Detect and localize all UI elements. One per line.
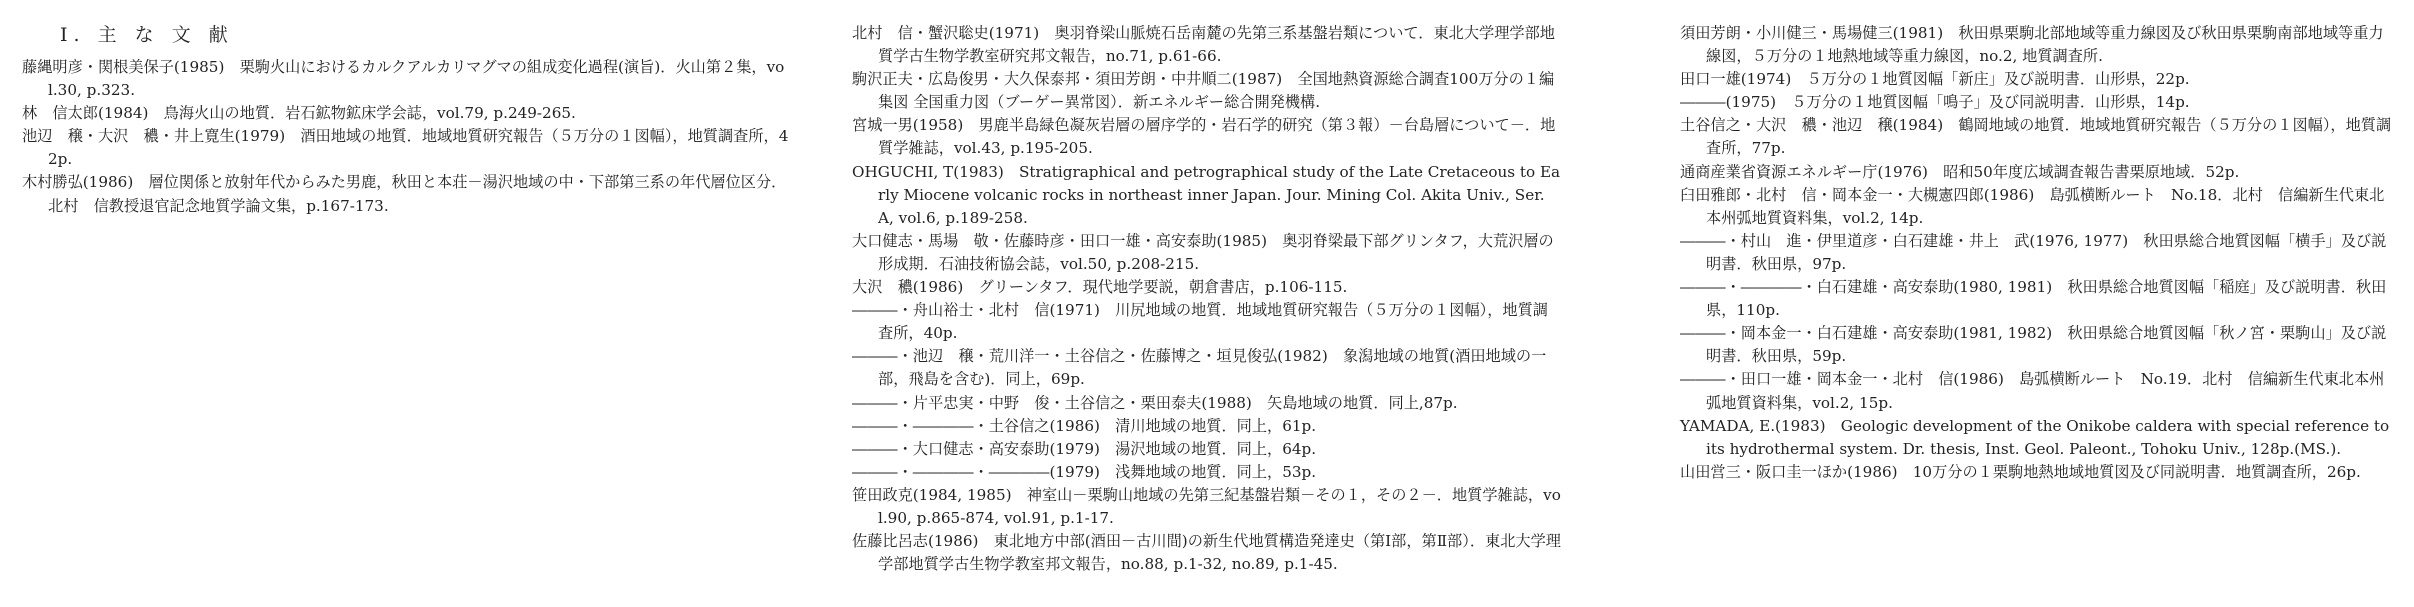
reference-entry: 藤縄明彦・関根美保子(1985) 栗駒火山におけるカルクアルカリマグマの組成変化過程(演旨)．火山第２集，vol.30, p.323. (22, 58, 785, 100)
reference-entry: ―――・村山 進・伊里道彦・白石建雄・井上 武(1976, 1977) 秋田県総合地質図幅「横手」及び説明書．秋田県，97p. (1680, 231, 2387, 273)
reference-entry: 大口健志・馬場 敬・佐藤時彦・田口一雄・高安泰助(1985) 奥羽脊梁最下部グリンタフ，大荒沢層の形成期．石油技術協会誌，vol.50, p.208-215. (852, 231, 1554, 273)
reference-entry: 木村勝弘(1986) 層位関係と放射年代からみた男鹿，秋田と本荘－湯沢地域の中・下部第三系の年代層位区分．北村 信教授退官記念地質学論文集，p.167-173. (22, 173, 787, 215)
reference-entry: 大沢 穠(1986) グリーンタフ．現代地学要説，朝倉書店，p.106-115. (852, 278, 1348, 297)
reference-entry: 北村 信・蟹沢聡史(1971) 奥羽脊梁山脈焼石岳南麓の先第三系基盤岩類について．東北大学理学部地質学古生物学教室研究邦文報告，no.71, p.61-66. (852, 24, 1555, 66)
reference-entry: 須田芳朗・小川健三・馬場健三(1981) 秋田県栗駒北部地域等重力線図及び秋田県栗駒南部地域等重力線図，５万分の１地熱地域等重力線図，no.2, 地質調査所. (1680, 24, 2384, 66)
reference-entry: 池辺 穣・大沢 穠・井上寛生(1979) 酒田地域の地質．地域地質研究報告（５万分の１図幅），地質調査所，42p. (22, 127, 789, 169)
reference-entry: 山田営三・阪口圭一ほか(1986) 10万分の１栗駒地熱地域地質図及び同説明書．地質調査所，26p. (1680, 462, 2361, 481)
reference-entry: ―――・岡本金一・白石建雄・高安泰助(1981, 1982) 秋田県総合地質図幅「秋ノ宮・栗駒山」及び説明書．秋田県，59p. (1680, 324, 2387, 366)
reference-column-1 (22, 22, 792, 218)
reference-entry: 佐藤比呂志(1986) 東北地方中部(酒田－古川間)の新生代地質構造発達史（第Ⅰ部，第Ⅱ部）．東北大学理学部地質学古生物学教室邦文報告，no.88, p.1-32, no.89, p.1-45. (852, 532, 1561, 574)
reference-entry: ―――・大口健志・高安泰助(1979) 湯沢地域の地質．同上，64p. (852, 439, 1317, 458)
reference-entry: ―――・池辺 穣・荒川洋一・土谷信之・佐藤博之・垣見俊弘(1982) 象潟地域の地質(酒田地域の一部，飛島を含む)．同上，69p. (852, 347, 1547, 389)
reference-entry: ―――(1975) ５万分の１地質図幅「鳴子」及び同説明書．山形県，14p. (1680, 93, 2190, 112)
reference-entry: 土谷信之・大沢 穠・池辺 穣(1984) 鶴岡地域の地質．地域地質研究報告（５万分の１図幅），地質調査所，77p. (1680, 116, 2392, 158)
reference-list (852, 22, 1562, 576)
reference-column-2 (852, 22, 1562, 576)
reference-column-3 (1680, 22, 2395, 484)
reference-entry: 宮城一男(1958) 男鹿半島緑色凝灰岩層の層序学的・岩石学的研究（第３報）－台島層について－．地質学雑誌，vol.43, p.195-205. (852, 116, 1556, 158)
section-heading: I. 主 な 文 献 (60, 24, 234, 46)
reference-entry: ―――・――――・――――(1979) 浅舞地域の地質．同上，53p. (852, 462, 1317, 481)
reference-entry: ―――・――――・土谷信之(1986) 清川地域の地質．同上，61p. (852, 416, 1317, 435)
reference-entry: ―――・片平忠実・中野 俊・土谷信之・栗田泰夫(1988) 矢島地域の地質．同上,87p. (852, 393, 1458, 412)
reference-entry: 通商産業省資源エネルギー庁(1976) 昭和50年度広域調査報告書栗原地域．52p. (1680, 162, 2240, 181)
reference-entry: 笹田政克(1984, 1985) 神室山－栗駒山地域の先第三紀基盤岩類－その１，その２－．地質学雑誌，vol.90, p.865-874, vol.91, p.1-17. (852, 485, 1561, 527)
reference-entry: ―――・田口一雄・岡本金一・北村 信(1986) 島弧横断ルート No.19．北村 信編新生代東北本州弧地質資料集，vol.2, 15p. (1680, 370, 2385, 412)
reference-entry: OHGUCHI, T(1983) Stratigraphical and petrographical study of the Late Cretaceous to Early Miocene volcanic rocks in northeast inner Japan. Jour. Mining Col. Akita Univ., Ser. A, vol.6, p.189-258. (852, 162, 1561, 227)
reference-entry: YAMADA, E.(1983) Geologic development of the Onikobe caldera with special reference to its hydrothermal system. Dr. thesis, Inst. Geol. Paleont., Tohoku Univ., 128p.(MS.). (1680, 416, 2390, 458)
reference-entry: 臼田雅郎・北村 信・岡本金一・大槻憲四郎(1986) 島弧横断ルート No.18．北村 信編新生代東北本州弧地質資料集，vol.2, 14p. (1680, 185, 2385, 227)
reference-entry: ―――・舟山裕士・北村 信(1971) 川尻地域の地質．地域地質研究報告（５万分の１図幅），地質調査所，40p. (852, 301, 1548, 343)
reference-entry: 田口一雄(1974) ５万分の１地質図幅「新庄」及び説明書．山形県，22p. (1680, 70, 2190, 89)
reference-list (22, 56, 792, 218)
reference-list (1680, 22, 2395, 484)
reference-entry: 林 信太郎(1984) 鳥海火山の地質．岩石鉱物鉱床学会誌，vol.79, p.249-265. (22, 104, 576, 123)
reference-entry: ―――・――――・白石建雄・高安泰助(1980, 1981) 秋田県総合地質図幅「稲庭」及び説明書．秋田県，110p. (1680, 278, 2387, 320)
reference-entry: 駒沢正夫・広島俊男・大久保泰邦・須田芳朗・中井順二(1987) 全国地熱資源総合調査100万分の１編集図 全国重力図（ブーゲー異常図）．新エネルギー総合開発機構. (852, 70, 1555, 112)
